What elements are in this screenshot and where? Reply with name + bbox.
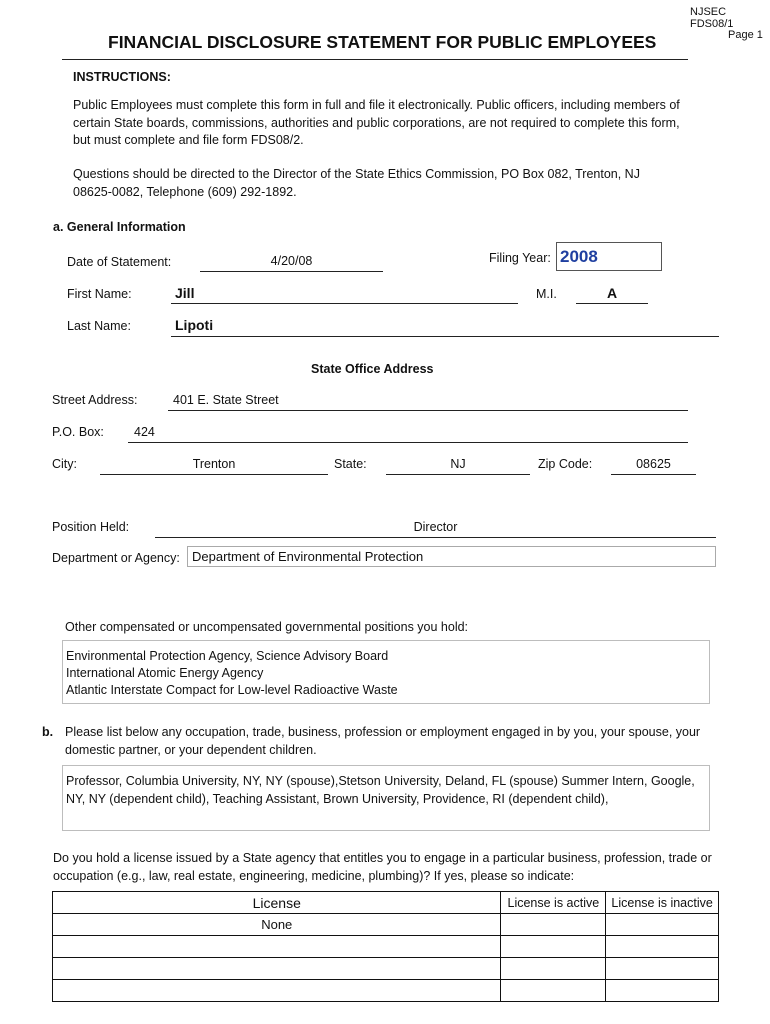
street-underline — [168, 410, 688, 411]
city-underline — [100, 474, 328, 475]
state-label: State: — [334, 457, 367, 471]
address-heading: State Office Address — [311, 362, 434, 376]
license-question-line: Do you hold a license issued by a State agency that entitles you to engage in a particular business, profession, trade or — [53, 851, 712, 865]
license-inactive-cell[interactable] — [606, 980, 719, 1002]
last-name-field[interactable]: Lipoti — [175, 317, 214, 333]
occupation-line: Professor, Columbia University, NY, NY (spouse),Stetson University, Deland, FL (spouse) Summer Intern, Google, — [66, 774, 695, 788]
date-underline — [200, 271, 383, 272]
position-underline — [155, 537, 716, 538]
form-code: NJSEC FDS08/1 — [690, 6, 734, 30]
filing-year-field[interactable] — [556, 242, 662, 271]
occupation-field[interactable] — [62, 765, 710, 831]
license-row — [53, 980, 719, 1002]
general-info-heading: a. General Information — [53, 220, 186, 234]
other-positions-text — [66, 648, 398, 699]
city-field[interactable]: Trenton — [192, 457, 236, 471]
instructions-paragraph-2 — [73, 166, 640, 201]
license-active-cell[interactable] — [501, 936, 606, 958]
license-table — [52, 891, 719, 1002]
filing-year-value: 2008 — [560, 247, 598, 266]
date-label: Date of Statement: — [67, 255, 172, 269]
street-field[interactable]: 401 E. State Street — [173, 393, 279, 407]
last-name-label: Last Name: — [67, 319, 131, 333]
other-position-line: Atlantic Interstate Compact for Low-level Radioactive Waste — [66, 683, 398, 697]
license-cell[interactable] — [53, 980, 501, 1002]
instructions-paragraph-1 — [73, 97, 680, 150]
section-b-marker: b. — [42, 725, 54, 739]
dept-value: Department of Environmental Protection — [192, 549, 424, 564]
license-question — [53, 850, 712, 885]
dept-label: Department or Agency: — [52, 551, 180, 565]
instructions-line: certain State boards, commissions, authorities and public corporations, are not required to complete this form, — [73, 115, 680, 130]
license-cell[interactable] — [53, 936, 501, 958]
instructions-line: 08625-0082, Telephone (609) 292-1892. — [73, 184, 297, 199]
other-positions-field[interactable] — [62, 640, 710, 704]
po-box-underline — [128, 442, 688, 443]
section-b-question — [65, 724, 700, 759]
instructions-line: Questions should be directed to the Director of the State Ethics Commission, PO Box 082, Trenton, NJ — [73, 167, 640, 181]
license-inactive-header: License is inactive — [606, 892, 719, 914]
dept-field[interactable] — [187, 546, 716, 567]
occupation-line: NY, NY (dependent child), Teaching Assistant, Brown University, Providence, RI (dependent child), — [66, 792, 609, 806]
first-name-label: First Name: — [67, 287, 132, 301]
section-b-question-line: domestic partner, or your dependent children. — [65, 742, 317, 757]
page-title: FINANCIAL DISCLOSURE STATEMENT FOR PUBLIC EMPLOYEES — [108, 32, 657, 52]
po-box-field[interactable]: 424 — [134, 425, 155, 439]
license-row — [53, 914, 719, 936]
occupation-text — [66, 772, 695, 808]
license-row — [53, 936, 719, 958]
state-underline — [386, 474, 530, 475]
date-field[interactable]: 4/20/08 — [270, 254, 313, 268]
zip-field[interactable]: 08625 — [636, 457, 671, 471]
instructions-line: but must complete and file form FDS08/2. — [73, 133, 304, 147]
position-label: Position Held: — [52, 520, 130, 534]
license-inactive-cell[interactable] — [606, 936, 719, 958]
other-positions-label: Other compensated or uncompensated governmental positions you hold: — [65, 620, 469, 634]
position-field[interactable]: Director — [413, 520, 458, 534]
other-position-line: International Atomic Energy Agency — [66, 666, 264, 680]
section-b-question-line: Please list below any occupation, trade, business, profession or employment engaged in by you, your spouse, your — [65, 725, 701, 739]
last-name-underline — [171, 336, 719, 337]
zip-label: Zip Code: — [538, 457, 593, 471]
license-question-line: occupation (e.g., law, real estate, engineering, medicine, plumbing)? If yes, please so indicate: — [53, 868, 575, 883]
license-table-header — [53, 892, 719, 914]
license-active-cell[interactable] — [501, 958, 606, 980]
license-cell[interactable] — [53, 958, 501, 980]
license-column-header: License — [53, 892, 501, 914]
mi-underline — [576, 303, 648, 304]
po-box-label: P.O. Box: — [52, 425, 104, 439]
license-inactive-cell[interactable] — [606, 958, 719, 980]
page-label: Page 1 — [728, 29, 763, 41]
first-name-underline — [171, 303, 518, 304]
instructions-line: Public Employees must complete this form in full and file it electronically. Public officers, including members of — [73, 98, 680, 112]
city-label: City: — [52, 457, 77, 471]
filing-year-label: Filing Year: — [489, 251, 551, 265]
mi-label: M.I. — [536, 287, 557, 301]
license-cell[interactable]: None — [53, 914, 501, 936]
license-active-cell[interactable] — [501, 914, 606, 936]
title-underline — [62, 59, 688, 60]
instructions-heading: INSTRUCTIONS: — [73, 70, 171, 84]
other-position-line: Environmental Protection Agency, Science Advisory Board — [66, 649, 389, 663]
state-field[interactable]: NJ — [450, 457, 466, 471]
street-label: Street Address: — [52, 393, 138, 407]
license-inactive-cell[interactable] — [606, 914, 719, 936]
license-active-header: License is active — [501, 892, 606, 914]
license-row — [53, 958, 719, 980]
mi-field[interactable]: A — [606, 285, 618, 301]
license-active-cell[interactable] — [501, 980, 606, 1002]
zip-underline — [611, 474, 696, 475]
first-name-field[interactable]: Jill — [175, 285, 195, 301]
